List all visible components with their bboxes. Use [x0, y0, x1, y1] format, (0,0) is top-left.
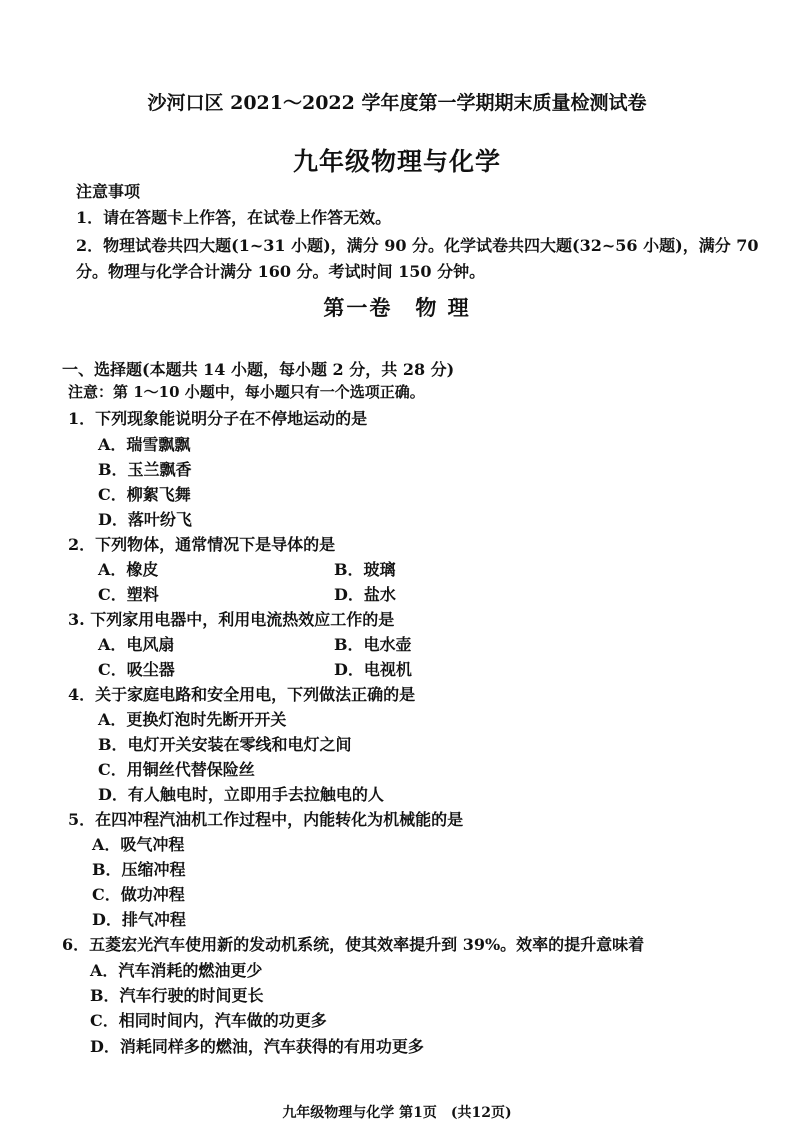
- subject-title: 九年级物理与化学: [292, 147, 501, 176]
- option: D．盐水: [334, 585, 396, 604]
- page-footer: 九年级物理与化学 第1页 (共12页): [282, 1105, 512, 1121]
- question-stem: 1．下列现象能说明分子在不停地运动的是: [68, 409, 368, 428]
- section-note: 注意：第 1～10 小题中，每小题只有一个选项正确。: [68, 383, 425, 401]
- option: C．相同时间内，汽车做的功更多: [90, 1011, 327, 1030]
- part-title: 第一卷 物 理: [323, 295, 471, 320]
- notes-heading: 注意事项: [76, 182, 141, 201]
- option: D．电视机: [334, 660, 412, 679]
- option: A．电风扇: [98, 635, 175, 654]
- section-heading: 一、选择题(本题共 14 小题，每小题 2 分，共 28 分): [62, 360, 455, 379]
- question-stem: 5．在四冲程汽油机工作过程中，内能转化为机械能的是: [68, 810, 464, 829]
- question-stem: 4．关于家庭电路和安全用电，下列做法正确的是: [68, 685, 416, 704]
- note-item-2-line-2: 分。物理与化学合计满分 160 分。考试时间 150 分钟。: [76, 262, 486, 281]
- option: D．落叶纷飞: [98, 510, 192, 529]
- question-stem: 2．下列物体，通常情况下是导体的是: [68, 535, 336, 554]
- option: A．橡皮: [98, 560, 159, 579]
- option: D．有人触电时，立即用手去拉触电的人: [98, 785, 384, 804]
- option: B．玉兰飘香: [98, 460, 192, 479]
- option: B．电灯开关安装在零线和电灯之间: [98, 735, 352, 754]
- option: C．用铜丝代替保险丝: [98, 760, 255, 779]
- exam-title: 沙河口区 2021～2022 学年度第一学期期末质量检测试卷: [147, 92, 647, 114]
- option: D．排气冲程: [92, 910, 186, 929]
- option: D．消耗同样多的燃油，汽车获得的有用功更多: [90, 1037, 424, 1056]
- option: A．更换灯泡时先断开开关: [98, 710, 287, 729]
- note-item-1: 1．请在答题卡上作答，在试卷上作答无效。: [76, 208, 392, 227]
- option: B．汽车行驶的时间更长: [90, 986, 264, 1005]
- question-stem: 6．五菱宏光汽车使用新的发动机系统，使其效率提升到 39%。效率的提升意味着: [62, 935, 645, 954]
- option: B．压缩冲程: [92, 860, 186, 879]
- option: A．瑞雪飘飘: [98, 435, 191, 454]
- option: C．吸尘器: [98, 660, 175, 679]
- option: B．玻璃: [334, 560, 396, 579]
- option: C．做功冲程: [92, 885, 185, 904]
- option: B．电水壶: [334, 635, 412, 654]
- option: A．吸气冲程: [92, 835, 185, 854]
- question-stem: 3. 下列家用电器中，利用电流热效应工作的是: [68, 610, 395, 629]
- option: A．汽车消耗的燃油更少: [90, 961, 263, 980]
- note-item-2-line-1: 2．物理试卷共四大题(1~31 小题)，满分 90 分。化学试卷共四大题(32~56 小题)，满分 70: [76, 236, 759, 255]
- option: C．塑料: [98, 585, 159, 604]
- option: C．柳絮飞舞: [98, 485, 191, 504]
